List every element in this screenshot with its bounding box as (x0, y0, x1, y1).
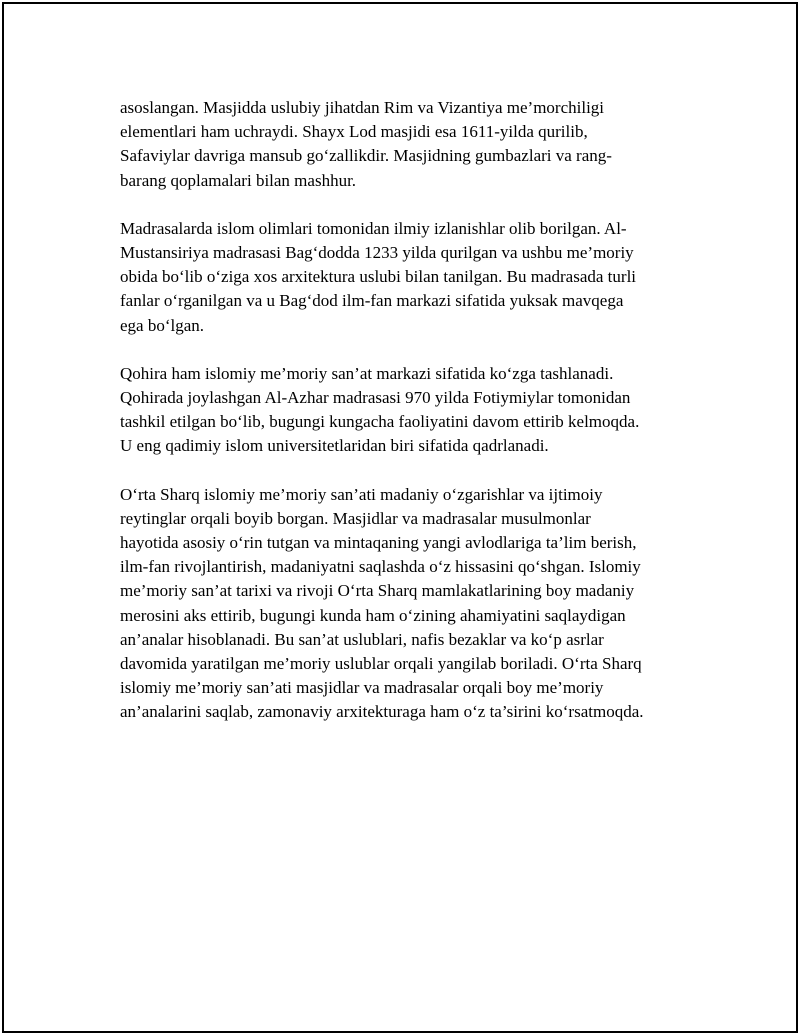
text-line: U eng qadimiy islom universitetlaridan biri sifatida qadrlanadi. (120, 436, 549, 456)
text-line: ega bo‘lgan. (120, 315, 205, 335)
paragraph-3 (120, 362, 690, 459)
text-line: Qohirada joylashgan Al-Azhar madrasasi 970 yilda Fotiymiylar tomonidan (120, 388, 631, 408)
text-line: reytinglar orqali boyib borgan. Masjidlar va madrasalar musulmonlar (120, 508, 591, 528)
document-body (120, 96, 690, 749)
text-line: tashkil etilgan bo‘lib, bugungi kungacha faoliyatini davom ettirib kelmoqda. (120, 412, 640, 432)
text-line: elementlari ham uchraydi. Shayx Lod masjidi esa 1611-yilda qurilib, (120, 122, 588, 142)
text-line: ilm-fan rivojlantirish, madaniyatni saqlashda o‘z hissasini qo‘shgan. Islomiy (120, 557, 641, 577)
paragraph-2 (120, 217, 690, 338)
text-line: O‘rta Sharq islomiy me’moriy san’ati madaniy o‘zgarishlar va ijtimoiy (120, 484, 603, 504)
text-line: Mustansiriya madrasasi Bag‘dodda 1233 yilda qurilgan va ushbu me’moriy (120, 243, 634, 263)
text-line: me’moriy san’at tarixi va rivoji O‘rta Sharq mamlakatlarining boy madaniy (120, 581, 635, 601)
text-line: obida bo‘lib o‘ziga xos arxitektura uslubi bilan tanilgan. Bu madrasada turli (120, 267, 637, 287)
text-line: davomida yaratilgan me’moriy uslublar orqali yangilab boriladi. O‘rta Sharq (120, 654, 642, 674)
text-line: Safaviylar davriga mansub go‘zallikdir. Masjidning gumbazlari va rang- (120, 146, 612, 166)
text-line: hayotida asosiy o‘rin tutgan va mintaqaning yangi avlodlariga ta’lim berish, (120, 533, 637, 553)
text-line: asoslangan. Masjidda uslubiy jihatdan Rim va Vizantiya me’morchiligi (120, 98, 605, 117)
text-line: merosini aks ettirib, bugungi kunda ham o‘zining ahamiyatini saqlaydigan (120, 605, 626, 625)
text-line: an’analar hisoblanadi. Bu san’at uslublari, nafis bezaklar va ko‘p asrlar (120, 629, 604, 649)
paragraph-4 (120, 483, 690, 725)
paragraph-1 (120, 96, 690, 193)
document-page (2, 2, 798, 1033)
text-line: islomiy me’moriy san’ati masjidlar va madrasalar orqali boy me’moriy (120, 678, 604, 698)
text-line: fanlar o‘rganilgan va u Bag‘dod ilm-fan markazi sifatida yuksak mavqega (120, 291, 624, 311)
text-line: an’analarini saqlab, zamonaviy arxitekturaga ham o‘z ta’sirini ko‘rsatmoqda. (120, 702, 644, 722)
text-line: Madrasalarda islom olimlari tomonidan ilmiy izlanishlar olib borilgan. Al- (120, 218, 627, 238)
text-line: barang qoplamalari bilan mashhur. (120, 170, 357, 190)
text-line: Qohira ham islomiy me’moriy san’at markazi sifatida ko‘zga tashlanadi. (120, 363, 614, 383)
